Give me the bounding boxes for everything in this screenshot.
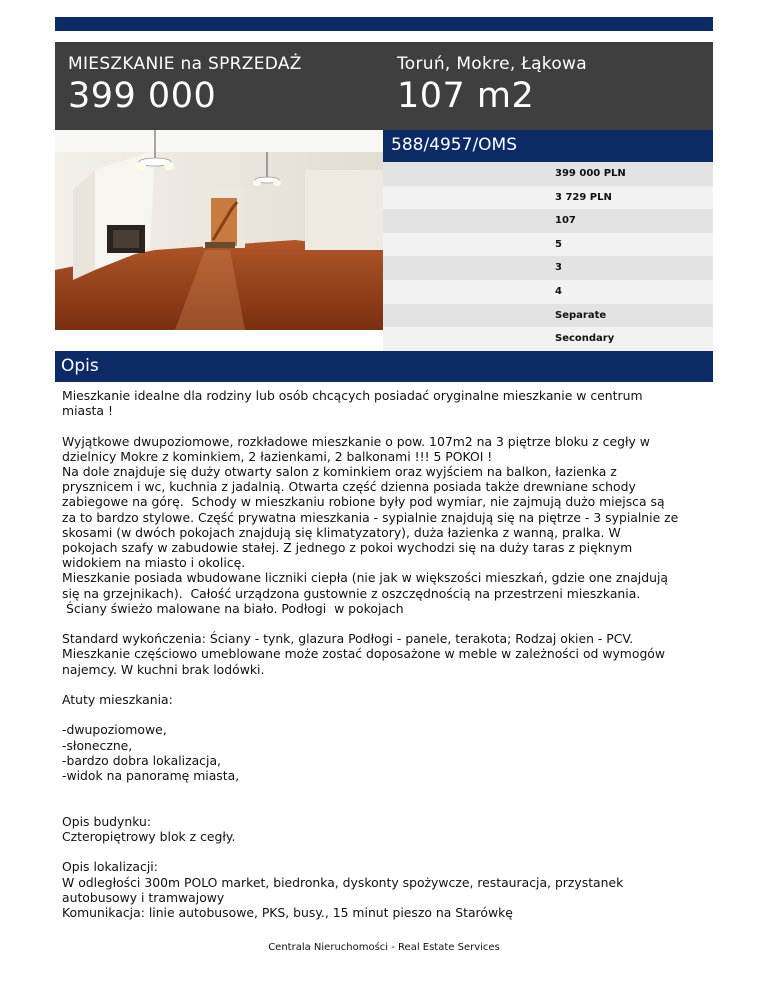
listing-header [55, 42, 713, 130]
param-rooms: 5 [383, 233, 713, 257]
top-accent-bar [55, 17, 713, 31]
reference-number: 588/4957/OMS [383, 130, 713, 162]
apartment-photo [55, 130, 383, 330]
header-right [397, 54, 587, 116]
param-floors-total: 4 [383, 280, 713, 304]
param-kitchen: Separate [383, 304, 713, 328]
header-left [68, 54, 302, 116]
listing-area: 107 m2 [397, 76, 535, 116]
parameters-table [383, 162, 713, 351]
listing-location: Toruń, Mokre, Łąkowa [397, 54, 587, 74]
description-title: Opis [55, 351, 713, 382]
param-floor: 3 [383, 256, 713, 280]
param-area: 107 [383, 209, 713, 233]
listing-price: 399 000 [68, 76, 217, 116]
description-text: Mieszkanie idealne dla rodziny lub osób chcących posiadać oryginalne mieszkanie w centrum miasta ! Wyjątkowe dwupoziomowe, rozkładowe mieszkanie o pow. 107m2 na 3 piętrze bloku z cegły w dzielnicy Mokre z kominkiem, 2 łazienkami, 2 balkonami !!! 5 POKOI ! Na dole znajduje się duży otwarty salon z kominkiem oraz wyjściem na balkon, łazienka z prysznicem i wc, kuchnia z jadalnią. Otwarta część dzienna posiada także drewniane schody zabiegowe na górę. Schody w mieszkaniu robione były pod wymiar, nie zajmują dużo miejsca są za to bardzo stylowe. Część prywatna mieszkania - sypialnie znajdują się na piętrze - 3 sypialnie ze skosami (w dwóch pokojach znajdują się klimatyzatory), duża łazienka z wanną, pralka. W pokojach szafy w zabudowie stałej. Z jednego z pokoi wychodzi się na duży taras z pięknym widokiem na miasto i okolicę. Mieszkanie posiada wbudowane liczniki ciepła (nie jak w większości mieszkań, gdzie one znajdują się na grzejnikach). Całość urządzona gustownie z oszczędnością na przestrzeni mieszkania. Ściany świeżo malowane na biało. Podłogi w pokojach Standard wykończenia: Ściany - tynk, glazura Podłogi - panele, terakota; Rodzaj okien - PCV. Mieszkanie częściowo umeblowane może zostać doposażone w meble w zależności od wymogów najemcy. W kuchni brak lodówki. Atuty mieszkania: -dwupoziomowe, -słoneczne, -bardzo dobra lokalizacja, -widok na panoramę miasta, Opis budynku: Czteropiętrowy blok z cegły. Opis lokalizacji: W odległości 300m POLO market, biedronka, dyskonty spożywcze, restauracja, przystanek autobusowy i tramwajowy Komunikacja: linie autobusowe, PKS, busy., 15 minut pieszo na Starówkę [62, 388, 679, 920]
param-market: Secondary [383, 327, 713, 351]
param-price: 399 000 PLN [383, 162, 713, 186]
listing-type: MIESZKANIE na SPRZEDAŻ [68, 54, 302, 74]
param-price-per-m2: 3 729 PLN [383, 186, 713, 210]
footer-text: Centrala Nieruchomości - Real Estate Services [268, 942, 500, 953]
